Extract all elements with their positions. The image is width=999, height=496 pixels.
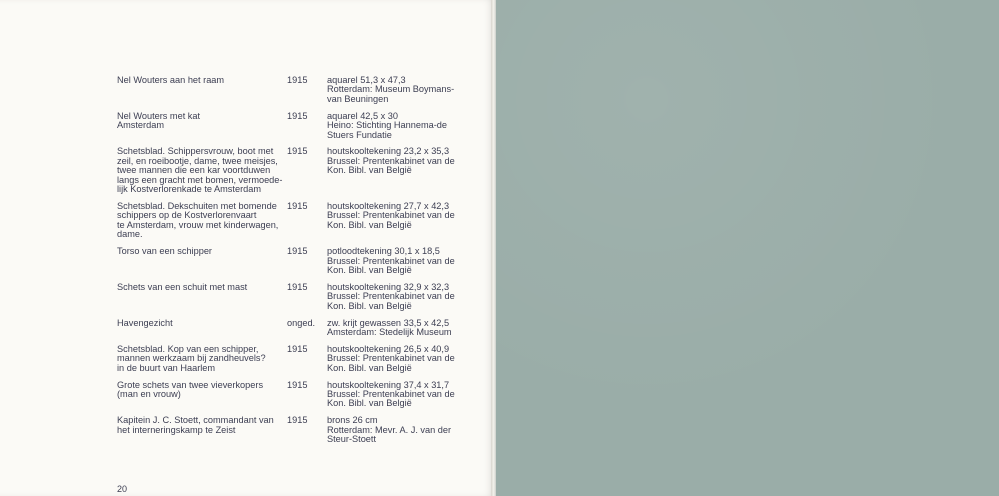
- catalog-entry: [117, 202, 477, 240]
- entry-details: aquarel 51,3 x 47,3 Rotterdam: Museum Boymans- van Beuningen: [327, 75, 455, 104]
- catalog-entry: [117, 112, 477, 140]
- right-page-blank: [496, 0, 999, 496]
- entry-details: zw. krijt gewassen 33,5 x 42,5 Amsterdam: Stedelijk Museum: [327, 317, 452, 337]
- entry-details: brons 26 cm Rotterdam: Mevr. A. J. van der Steur-Stoett: [327, 415, 452, 445]
- entry-details: potloodtekening 30,1 x 18,5 Brussel: Prentenkabinet van de Kon. Bibl. van België: [327, 246, 455, 275]
- entry-year: 1915: [287, 200, 308, 211]
- entry-year: 1915: [287, 281, 308, 292]
- catalog-entry: [117, 147, 477, 194]
- entry-title: Nel Wouters aan het raam: [117, 75, 225, 85]
- catalog-entry: [117, 345, 477, 373]
- entry-title: Kapitein J. C. Stoett, commandant van het interneringskamp te Zeist: [117, 415, 274, 435]
- page-number: 20: [117, 484, 128, 494]
- entry-title: Schetsblad. Kop van een schipper, mannen werkzaam bij zandheuvels? in de buurt van Haarlem: [117, 343, 266, 373]
- catalog-entry: [117, 416, 477, 444]
- entry-details: houtskooltekening 37,4 x 31,7 Brussel: Prentenkabinet van de Kon. Bibl. van België: [327, 379, 455, 409]
- entry-details: houtskooltekening 26,5 x 40,9 Brussel: Prentenkabinet van de Kon. Bibl. van België: [327, 343, 455, 373]
- entry-title: Schets van een schuit met mast: [117, 281, 248, 292]
- entry-year: 1915: [287, 146, 308, 157]
- entry-year: 1915: [287, 379, 308, 390]
- entry-details: houtskooltekening 23,2 x 35,3 Brussel: Prentenkabinet van de Kon. Bibl. van België: [327, 146, 455, 176]
- entry-details: houtskooltekening 32,9 x 32,3 Brussel: Prentenkabinet van de Kon. Bibl. van België: [327, 281, 455, 311]
- left-page: [0, 0, 494, 496]
- catalog-entry: [117, 76, 477, 104]
- entry-year: 1915: [287, 110, 308, 121]
- catalog-list: [117, 76, 477, 452]
- entry-year: 1915: [287, 246, 308, 257]
- entry-title: Torso van een schipper: [117, 246, 212, 257]
- entry-title: Grote schets van twee vieverkopers (man en vrouw): [117, 379, 264, 399]
- entry-title: Havengezicht: [117, 317, 173, 328]
- catalog-entry: [117, 247, 477, 275]
- entry-year: 1915: [287, 75, 308, 85]
- entry-details: aquarel 42,5 x 30 Heino: Stichting Hannema-de Stuers Fundatie: [327, 110, 448, 140]
- entry-title: Nel Wouters met kat Amsterdam: [117, 110, 201, 131]
- catalog-entry: [117, 319, 477, 338]
- catalog-entry: [117, 381, 477, 409]
- entry-year: 1915: [287, 343, 308, 354]
- entry-title: Schetsblad. Dekschuiten met bomende schippers op de Kostverlorenvaart te Amsterdam, vrouw met kinderwagen, dame.: [117, 200, 279, 240]
- entry-year: onged.: [287, 317, 316, 328]
- entry-year: 1915: [287, 415, 308, 426]
- entry-title: Schetsblad. Schippersvrouw, boot met zeil, en roeibootje, dame, twee meisjes, twee mannen die een kar voortduwen langs een gracht met bomen, vermoede- lijk Kostverlorenkade te Amsterdam: [117, 146, 283, 195]
- entry-details: houtskooltekening 27,7 x 42,3 Brussel: Prentenkabinet van de Kon. Bibl. van België: [327, 200, 455, 230]
- catalog-entry: [117, 283, 477, 311]
